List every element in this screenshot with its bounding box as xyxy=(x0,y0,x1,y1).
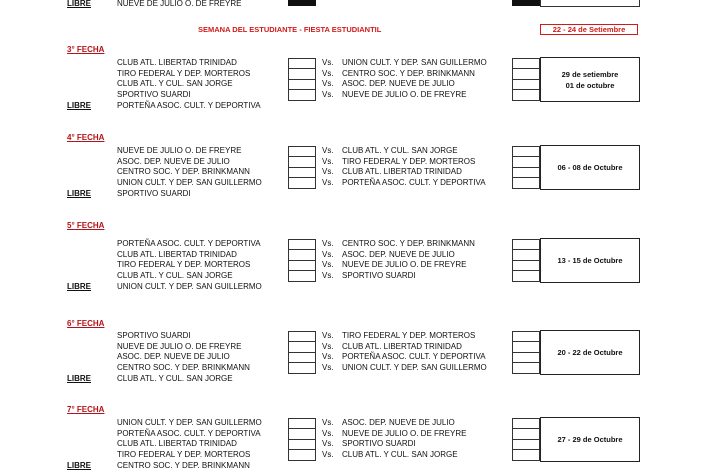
semana-dates: 22 - 24 de Setiembre xyxy=(540,24,638,35)
away-score-box[interactable] xyxy=(512,449,540,461)
home-team: TIRO FEDERAL Y DEP. MORTEROS xyxy=(117,449,251,459)
home-team: TIRO FEDERAL Y DEP. MORTEROS xyxy=(117,260,251,269)
away-team: PORTEÑA ASOC. CULT. Y DEPORTIVA xyxy=(342,352,486,361)
vs-label: Vs. xyxy=(322,239,334,248)
away-score-box[interactable] xyxy=(512,177,540,189)
away-team: NUEVE DE JULIO O. DE FREYRE xyxy=(342,260,467,269)
vs-label: Vs. xyxy=(322,89,334,99)
away-team: CLUB ATL. Y CUL. SAN JORGE xyxy=(342,146,458,155)
vs-label: Vs. xyxy=(322,418,334,427)
away-team: CENTRO SOC. Y DEP. BRINKMANN xyxy=(342,68,475,78)
libre-team: UNION CULT. Y DEP. SAN GUILLERMO xyxy=(117,281,262,291)
home-team: SPORTIVO SUARDI xyxy=(117,331,191,340)
libre-label: LIBRE xyxy=(67,460,91,470)
home-team: CLUB ATL. Y CUL. SAN JORGE xyxy=(117,79,233,88)
home-score-box[interactable] xyxy=(288,89,316,101)
vs-label: Vs. xyxy=(322,146,334,155)
match-date-box xyxy=(540,330,640,375)
match-date: 01 de octubre xyxy=(565,80,615,90)
home-team: ASOC. DEP. NUEVE DE JULIO xyxy=(117,156,230,166)
home-team: NUEVE DE JULIO O. DE FREYRE xyxy=(117,341,242,351)
vs-label: Vs. xyxy=(322,156,334,166)
home-team: CLUB ATL. LIBERTAD TRINIDAD xyxy=(117,58,237,67)
away-team: UNION CULT. Y DEP. SAN GUILLERMO xyxy=(342,58,487,67)
away-team: NUEVE DE JULIO O. DE FREYRE xyxy=(342,89,467,99)
away-team: NUEVE DE JULIO O. DE FREYRE xyxy=(342,428,467,438)
away-team: PORTEÑA ASOC. CULT. Y DEPORTIVA xyxy=(342,177,486,187)
top-score-box-left xyxy=(288,0,316,6)
libre-team: NUEVE DE JULIO O. DE FREYRE xyxy=(117,0,242,8)
home-team: PORTEÑA ASOC. CULT. Y DEPORTIVA xyxy=(117,239,261,248)
away-score-box[interactable] xyxy=(512,89,540,101)
away-team: TIRO FEDERAL Y DEP. MORTEROS xyxy=(342,331,476,340)
home-score-box[interactable] xyxy=(288,362,316,374)
vs-label: Vs. xyxy=(322,428,334,438)
home-team: CENTRO SOC. Y DEP. BRINKMANN xyxy=(117,362,250,372)
libre-team: SPORTIVO SUARDI xyxy=(117,188,191,198)
vs-label: Vs. xyxy=(322,449,334,459)
match-date: 29 de setiembre xyxy=(561,69,619,79)
home-team: CLUB ATL. Y CUL. SAN JORGE xyxy=(117,270,233,280)
vs-label: Vs. xyxy=(322,341,334,351)
vs-label: Vs. xyxy=(322,362,334,372)
away-team: CLUB ATL. LIBERTAD TRINIDAD xyxy=(342,341,462,351)
away-score-box[interactable] xyxy=(512,270,540,282)
away-team: CENTRO SOC. Y DEP. BRINKMANN xyxy=(342,239,475,248)
home-team: CLUB ATL. LIBERTAD TRINIDAD xyxy=(117,439,237,448)
semana-title: SEMANA DEL ESTUDIANTE - FIESTA ESTUDIANTIL xyxy=(198,25,382,34)
libre-label: LIBRE xyxy=(67,0,91,8)
away-team: UNION CULT. Y DEP. SAN GUILLERMO xyxy=(342,362,487,372)
away-team: SPORTIVO SUARDI xyxy=(342,439,416,448)
match-date-box xyxy=(540,238,640,283)
home-team: CLUB ATL. LIBERTAD TRINIDAD xyxy=(117,249,237,259)
match-date: 20 - 22 de Octubre xyxy=(557,348,623,357)
vs-label: Vs. xyxy=(322,352,334,361)
libre-team: PORTEÑA ASOC. CULT. Y DEPORTIVA xyxy=(117,100,261,110)
home-team: NUEVE DE JULIO O. DE FREYRE xyxy=(117,146,242,155)
home-team: UNION CULT. Y DEP. SAN GUILLERMO xyxy=(117,177,262,187)
vs-label: Vs. xyxy=(322,79,334,88)
vs-label: Vs. xyxy=(322,167,334,176)
vs-label: Vs. xyxy=(322,249,334,259)
libre-team: CLUB ATL. Y CUL. SAN JORGE xyxy=(117,373,233,383)
fecha-label: 3° FECHA xyxy=(67,45,105,54)
fecha-label: 6° FECHA xyxy=(67,319,105,328)
away-team: SPORTIVO SUARDI xyxy=(342,270,416,280)
libre-label: LIBRE xyxy=(67,100,91,110)
match-date: 27 - 29 de Octubre xyxy=(557,435,623,444)
fecha-label: 7° FECHA xyxy=(67,405,105,414)
vs-label: Vs. xyxy=(322,260,334,269)
away-team: CLUB ATL. LIBERTAD TRINIDAD xyxy=(342,167,462,176)
match-date-box xyxy=(540,57,640,102)
home-team: UNION CULT. Y DEP. SAN GUILLERMO xyxy=(117,418,262,427)
libre-label: LIBRE xyxy=(67,373,91,383)
vs-label: Vs. xyxy=(322,439,334,448)
vs-label: Vs. xyxy=(322,58,334,67)
vs-label: Vs. xyxy=(322,68,334,78)
away-team: TIRO FEDERAL Y DEP. MORTEROS xyxy=(342,156,476,166)
libre-label: LIBRE xyxy=(67,188,91,198)
home-score-box[interactable] xyxy=(288,177,316,189)
match-date: 13 - 15 de Octubre xyxy=(557,256,623,265)
libre-label: LIBRE xyxy=(67,281,91,291)
vs-label: Vs. xyxy=(322,270,334,280)
away-team: ASOC. DEP. NUEVE DE JULIO xyxy=(342,249,455,259)
home-team: CENTRO SOC. Y DEP. BRINKMANN xyxy=(117,167,250,176)
vs-label: Vs. xyxy=(322,177,334,187)
fecha-label: 4° FECHA xyxy=(67,133,105,142)
match-date-box xyxy=(540,145,640,190)
away-team: CLUB ATL. Y CUL. SAN JORGE xyxy=(342,449,458,459)
home-team: SPORTIVO SUARDI xyxy=(117,89,191,99)
libre-team: CENTRO SOC. Y DEP. BRINKMANN xyxy=(117,460,250,470)
away-score-box[interactable] xyxy=(512,362,540,374)
top-score-box-right xyxy=(512,0,540,6)
home-team: ASOC. DEP. NUEVE DE JULIO xyxy=(117,352,230,361)
vs-label: Vs. xyxy=(322,331,334,340)
home-team: PORTEÑA ASOC. CULT. Y DEPORTIVA xyxy=(117,428,261,438)
top-date-box xyxy=(540,0,640,7)
away-team: ASOC. DEP. NUEVE DE JULIO xyxy=(342,418,455,427)
home-score-box[interactable] xyxy=(288,449,316,461)
match-date-box xyxy=(540,417,640,462)
match-date: 06 - 08 de Octubre xyxy=(557,163,623,172)
fecha-label: 5° FECHA xyxy=(67,221,105,230)
home-team: TIRO FEDERAL Y DEP. MORTEROS xyxy=(117,68,251,78)
away-team: ASOC. DEP. NUEVE DE JULIO xyxy=(342,79,455,88)
home-score-box[interactable] xyxy=(288,270,316,282)
